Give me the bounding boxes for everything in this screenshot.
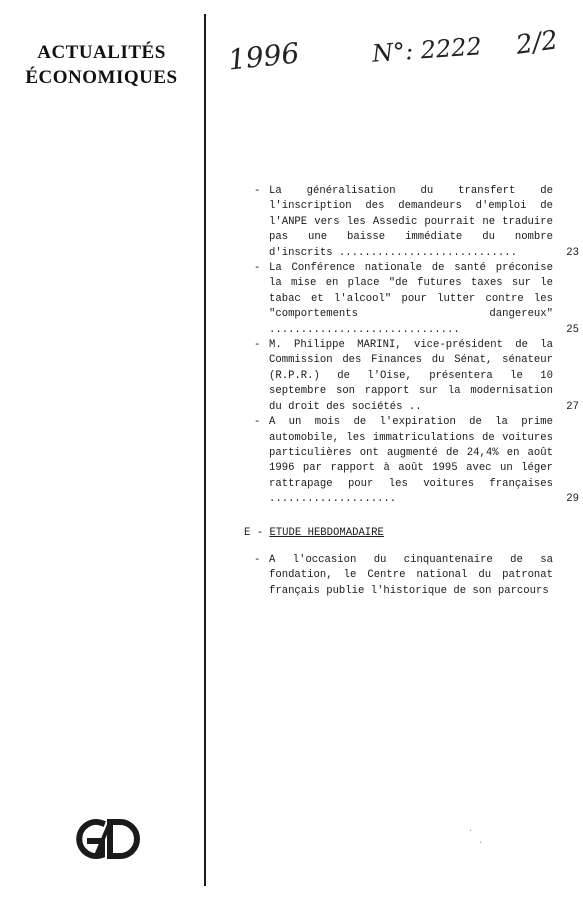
scan-speck: ·	[468, 826, 474, 836]
toc-entry	[254, 553, 579, 599]
entry-text: La généralisation du transfert de l'inscription des demandeurs d'emploi de l'ANPE vers les Assedic pourrait ne traduire pas une baisse immédiate du nombre d'inscrits ............................	[269, 185, 553, 259]
table-of-contents	[244, 184, 579, 599]
entry-text: M. Philippe MARINI, vice-président de la Commission des Finances du Sénat, sénateur (R.P.R.) de l'Oise, présentera le 10 septembre son rapport sur la modernisation du droit des sociétés ..	[269, 339, 553, 413]
masthead-line-2: ÉCONOMIQUES	[25, 67, 178, 88]
gd-logo	[62, 816, 144, 862]
entry-page: 23	[566, 246, 579, 259]
toc-entry	[254, 261, 579, 338]
entry-dash: -	[254, 339, 261, 352]
entry-text: A l'occasion du cinquantenaire de sa fondation, le Centre national du patronat français publie l'historique de son parcours	[269, 553, 553, 597]
handwritten-number: N°: 2222	[371, 32, 483, 68]
handwritten-year: 1996	[226, 36, 301, 77]
entry-page: 29	[566, 493, 579, 506]
masthead-line-1: ACTUALITÉS	[37, 42, 166, 63]
entry-page: 27	[566, 400, 579, 413]
toc-entry	[254, 415, 579, 507]
section-heading	[244, 526, 579, 541]
entry-dash: -	[254, 416, 261, 429]
entry-dash: -	[254, 185, 261, 197]
section-title: ETUDE HEBDOMADAIRE	[269, 526, 384, 539]
entry-dash: -	[254, 553, 261, 566]
handwritten-page: 2/2	[514, 25, 560, 61]
toc-entry	[254, 184, 579, 261]
masthead	[0, 40, 203, 90]
entry-page: 25	[566, 323, 579, 336]
entry-dash: -	[254, 262, 261, 275]
toc-entry	[254, 338, 579, 415]
vertical-rule	[204, 14, 206, 886]
scan-speck: ·	[478, 838, 484, 848]
entry-text: A un mois de l'expiration de la prime automobile, les immatriculations de voitures particulières ont augmenté de 24,4% en août 1996 par rapport à août 1995 avec un léger rattrapage pour les voitures françaises ....................	[269, 416, 553, 506]
section-letter: E	[244, 526, 251, 539]
entry-text: La Conférence nationale de santé préconise la mise en place "de futures taxes sur le tabac et l'alcool" pour lutter contre les "comportements dangereux" ..............................	[269, 262, 553, 336]
section-dash: -	[256, 526, 264, 539]
